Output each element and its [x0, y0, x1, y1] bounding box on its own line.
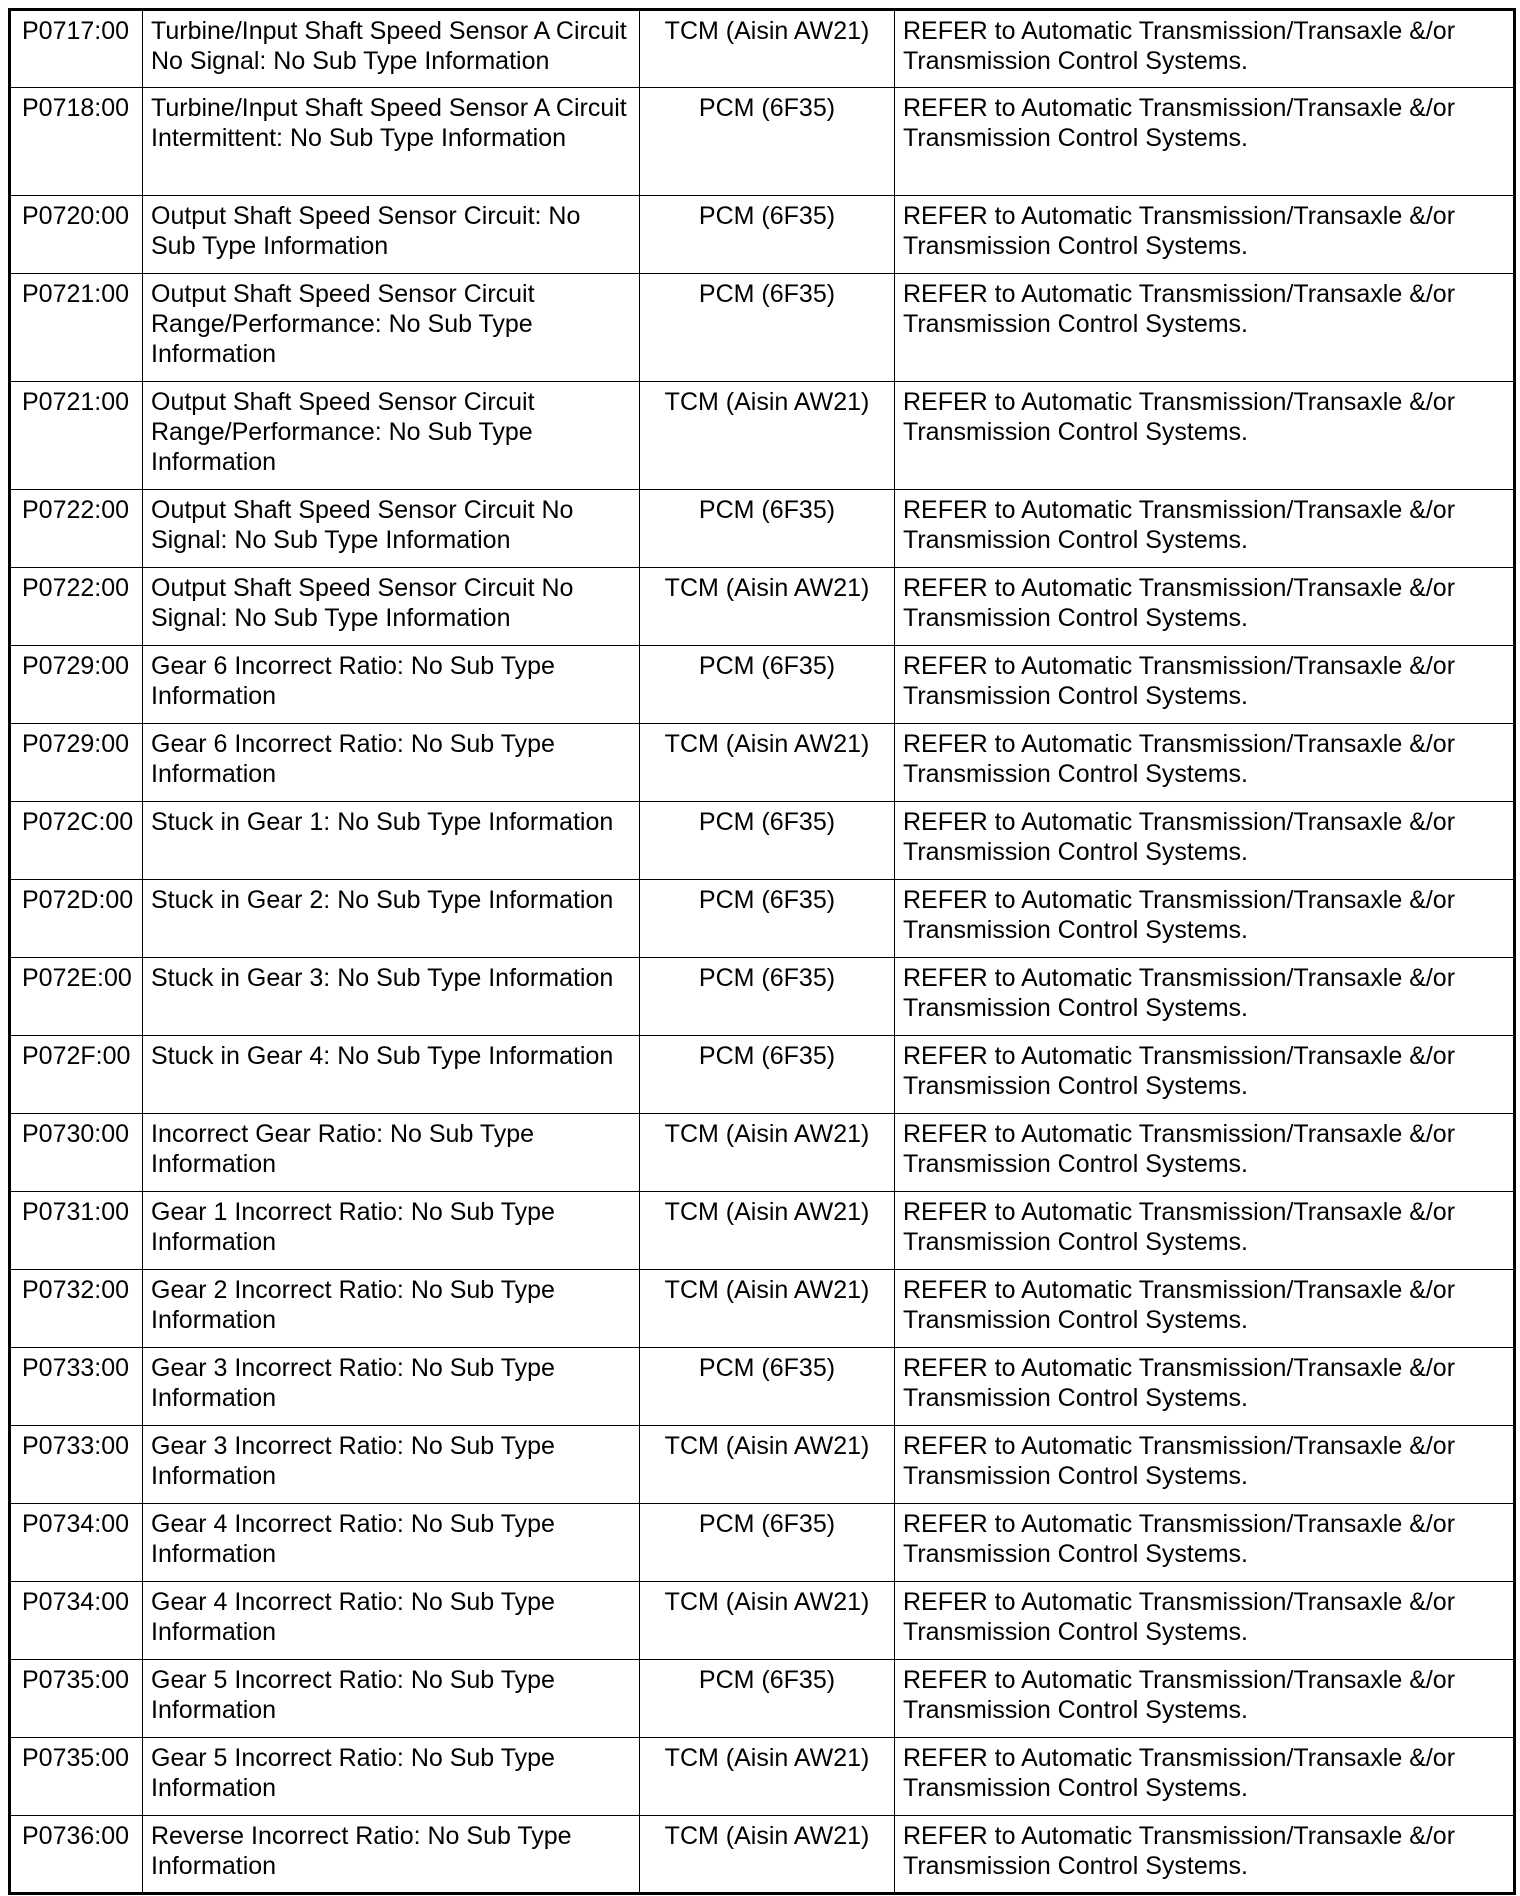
dtc-code-cell: P0718:00	[10, 88, 143, 196]
dtc-action-cell: REFER to Automatic Transmission/Transaxle &/or Transmission Control Systems.	[895, 382, 1515, 490]
table-row	[10, 1114, 1515, 1192]
dtc-code-cell: P0731:00	[10, 1192, 143, 1270]
dtc-module-cell: TCM (Aisin AW21)	[640, 1816, 895, 1894]
dtc-description-cell: Gear 1 Incorrect Ratio: No Sub Type Information	[143, 1192, 640, 1270]
dtc-action-cell: REFER to Automatic Transmission/Transaxle &/or Transmission Control Systems.	[895, 1036, 1515, 1114]
dtc-description-cell: Stuck in Gear 4: No Sub Type Information	[143, 1036, 640, 1114]
dtc-module-cell: TCM (Aisin AW21)	[640, 568, 895, 646]
table-row	[10, 724, 1515, 802]
dtc-description-cell: Stuck in Gear 1: No Sub Type Information	[143, 802, 640, 880]
dtc-action-cell: REFER to Automatic Transmission/Transaxle &/or Transmission Control Systems.	[895, 490, 1515, 568]
table-row	[10, 1660, 1515, 1738]
dtc-module-cell: PCM (6F35)	[640, 802, 895, 880]
dtc-description-cell: Output Shaft Speed Sensor Circuit Range/Performance: No Sub Type Information	[143, 382, 640, 490]
dtc-code-cell: P0736:00	[10, 1816, 143, 1894]
table-row	[10, 1582, 1515, 1660]
dtc-description-cell: Gear 3 Incorrect Ratio: No Sub Type Information	[143, 1348, 640, 1426]
dtc-module-cell: TCM (Aisin AW21)	[640, 10, 895, 88]
dtc-code-cell: P0720:00	[10, 196, 143, 274]
dtc-action-cell: REFER to Automatic Transmission/Transaxle &/or Transmission Control Systems.	[895, 10, 1515, 88]
dtc-description-cell: Output Shaft Speed Sensor Circuit No Signal: No Sub Type Information	[143, 490, 640, 568]
dtc-action-cell: REFER to Automatic Transmission/Transaxle &/or Transmission Control Systems.	[895, 196, 1515, 274]
dtc-description-cell: Gear 2 Incorrect Ratio: No Sub Type Information	[143, 1270, 640, 1348]
table-row	[10, 1036, 1515, 1114]
table-row	[10, 1816, 1515, 1894]
dtc-action-cell: REFER to Automatic Transmission/Transaxle &/or Transmission Control Systems.	[895, 802, 1515, 880]
dtc-module-cell: TCM (Aisin AW21)	[640, 1738, 895, 1816]
dtc-code-cell: P072D:00	[10, 880, 143, 958]
dtc-module-cell: TCM (Aisin AW21)	[640, 1270, 895, 1348]
dtc-code-cell: P0722:00	[10, 568, 143, 646]
dtc-code-cell: P0729:00	[10, 646, 143, 724]
dtc-action-cell: REFER to Automatic Transmission/Transaxle &/or Transmission Control Systems.	[895, 1582, 1515, 1660]
dtc-action-cell: REFER to Automatic Transmission/Transaxle &/or Transmission Control Systems.	[895, 1114, 1515, 1192]
dtc-code-cell: P0730:00	[10, 1114, 143, 1192]
dtc-module-cell: PCM (6F35)	[640, 646, 895, 724]
table-row	[10, 1192, 1515, 1270]
dtc-module-cell: PCM (6F35)	[640, 1036, 895, 1114]
dtc-action-cell: REFER to Automatic Transmission/Transaxle &/or Transmission Control Systems.	[895, 1738, 1515, 1816]
dtc-module-cell: PCM (6F35)	[640, 88, 895, 196]
dtc-action-cell: REFER to Automatic Transmission/Transaxle &/or Transmission Control Systems.	[895, 568, 1515, 646]
dtc-module-cell: PCM (6F35)	[640, 196, 895, 274]
dtc-action-cell: REFER to Automatic Transmission/Transaxle &/or Transmission Control Systems.	[895, 1660, 1515, 1738]
dtc-action-cell: REFER to Automatic Transmission/Transaxle &/or Transmission Control Systems.	[895, 958, 1515, 1036]
dtc-code-cell: P072E:00	[10, 958, 143, 1036]
table-row	[10, 1738, 1515, 1816]
dtc-description-cell: Stuck in Gear 2: No Sub Type Information	[143, 880, 640, 958]
dtc-code-cell: P0721:00	[10, 382, 143, 490]
dtc-description-cell: Gear 6 Incorrect Ratio: No Sub Type Information	[143, 646, 640, 724]
dtc-module-cell: TCM (Aisin AW21)	[640, 1582, 895, 1660]
dtc-description-cell: Gear 6 Incorrect Ratio: No Sub Type Information	[143, 724, 640, 802]
table-row	[10, 196, 1515, 274]
dtc-description-cell: Incorrect Gear Ratio: No Sub Type Information	[143, 1114, 640, 1192]
dtc-module-cell: TCM (Aisin AW21)	[640, 724, 895, 802]
dtc-description-cell: Output Shaft Speed Sensor Circuit Range/Performance: No Sub Type Information	[143, 274, 640, 382]
dtc-action-cell: REFER to Automatic Transmission/Transaxle &/or Transmission Control Systems.	[895, 1426, 1515, 1504]
table-row	[10, 88, 1515, 196]
dtc-code-cell: P072F:00	[10, 1036, 143, 1114]
dtc-code-cell: P0733:00	[10, 1426, 143, 1504]
table-row	[10, 1426, 1515, 1504]
dtc-description-cell: Gear 5 Incorrect Ratio: No Sub Type Information	[143, 1660, 640, 1738]
dtc-description-cell: Stuck in Gear 3: No Sub Type Information	[143, 958, 640, 1036]
dtc-module-cell: PCM (6F35)	[640, 1660, 895, 1738]
dtc-code-cell: P0733:00	[10, 1348, 143, 1426]
dtc-code-cell: P0734:00	[10, 1582, 143, 1660]
dtc-code-cell: P0722:00	[10, 490, 143, 568]
table-row	[10, 490, 1515, 568]
dtc-module-cell: PCM (6F35)	[640, 958, 895, 1036]
table-row	[10, 274, 1515, 382]
dtc-module-cell: PCM (6F35)	[640, 1348, 895, 1426]
dtc-action-cell: REFER to Automatic Transmission/Transaxle &/or Transmission Control Systems.	[895, 646, 1515, 724]
dtc-description-cell: Turbine/Input Shaft Speed Sensor A Circuit Intermittent: No Sub Type Information	[143, 88, 640, 196]
dtc-table	[8, 8, 1516, 1895]
dtc-action-cell: REFER to Automatic Transmission/Transaxle &/or Transmission Control Systems.	[895, 88, 1515, 196]
dtc-action-cell: REFER to Automatic Transmission/Transaxle &/or Transmission Control Systems.	[895, 724, 1515, 802]
dtc-module-cell: PCM (6F35)	[640, 1504, 895, 1582]
dtc-code-cell: P0732:00	[10, 1270, 143, 1348]
table-row	[10, 10, 1515, 88]
table-row	[10, 958, 1515, 1036]
dtc-description-cell: Turbine/Input Shaft Speed Sensor A Circuit No Signal: No Sub Type Information	[143, 10, 640, 88]
dtc-description-cell: Output Shaft Speed Sensor Circuit No Signal: No Sub Type Information	[143, 568, 640, 646]
dtc-code-cell: P0735:00	[10, 1660, 143, 1738]
dtc-code-cell: P0735:00	[10, 1738, 143, 1816]
dtc-action-cell: REFER to Automatic Transmission/Transaxle &/or Transmission Control Systems.	[895, 880, 1515, 958]
dtc-module-cell: PCM (6F35)	[640, 880, 895, 958]
dtc-module-cell: TCM (Aisin AW21)	[640, 382, 895, 490]
dtc-table-body	[10, 10, 1515, 1894]
dtc-module-cell: TCM (Aisin AW21)	[640, 1426, 895, 1504]
dtc-description-cell: Output Shaft Speed Sensor Circuit: No Sub Type Information	[143, 196, 640, 274]
dtc-action-cell: REFER to Automatic Transmission/Transaxle &/or Transmission Control Systems.	[895, 1192, 1515, 1270]
table-row	[10, 568, 1515, 646]
dtc-module-cell: TCM (Aisin AW21)	[640, 1192, 895, 1270]
dtc-description-cell: Reverse Incorrect Ratio: No Sub Type Information	[143, 1816, 640, 1894]
dtc-code-cell: P0721:00	[10, 274, 143, 382]
dtc-code-cell: P072C:00	[10, 802, 143, 880]
dtc-action-cell: REFER to Automatic Transmission/Transaxle &/or Transmission Control Systems.	[895, 1270, 1515, 1348]
dtc-code-cell: P0717:00	[10, 10, 143, 88]
dtc-description-cell: Gear 3 Incorrect Ratio: No Sub Type Information	[143, 1426, 640, 1504]
dtc-module-cell: PCM (6F35)	[640, 490, 895, 568]
table-row	[10, 1270, 1515, 1348]
table-row	[10, 1348, 1515, 1426]
dtc-module-cell: PCM (6F35)	[640, 274, 895, 382]
table-row	[10, 880, 1515, 958]
dtc-action-cell: REFER to Automatic Transmission/Transaxle &/or Transmission Control Systems.	[895, 1348, 1515, 1426]
table-row	[10, 1504, 1515, 1582]
dtc-description-cell: Gear 4 Incorrect Ratio: No Sub Type Information	[143, 1582, 640, 1660]
dtc-description-cell: Gear 5 Incorrect Ratio: No Sub Type Information	[143, 1738, 640, 1816]
dtc-action-cell: REFER to Automatic Transmission/Transaxle &/or Transmission Control Systems.	[895, 1816, 1515, 1894]
dtc-code-cell: P0729:00	[10, 724, 143, 802]
table-row	[10, 802, 1515, 880]
dtc-description-cell: Gear 4 Incorrect Ratio: No Sub Type Information	[143, 1504, 640, 1582]
dtc-action-cell: REFER to Automatic Transmission/Transaxle &/or Transmission Control Systems.	[895, 1504, 1515, 1582]
dtc-action-cell: REFER to Automatic Transmission/Transaxle &/or Transmission Control Systems.	[895, 274, 1515, 382]
dtc-code-cell: P0734:00	[10, 1504, 143, 1582]
dtc-module-cell: TCM (Aisin AW21)	[640, 1114, 895, 1192]
table-row	[10, 646, 1515, 724]
table-row	[10, 382, 1515, 490]
